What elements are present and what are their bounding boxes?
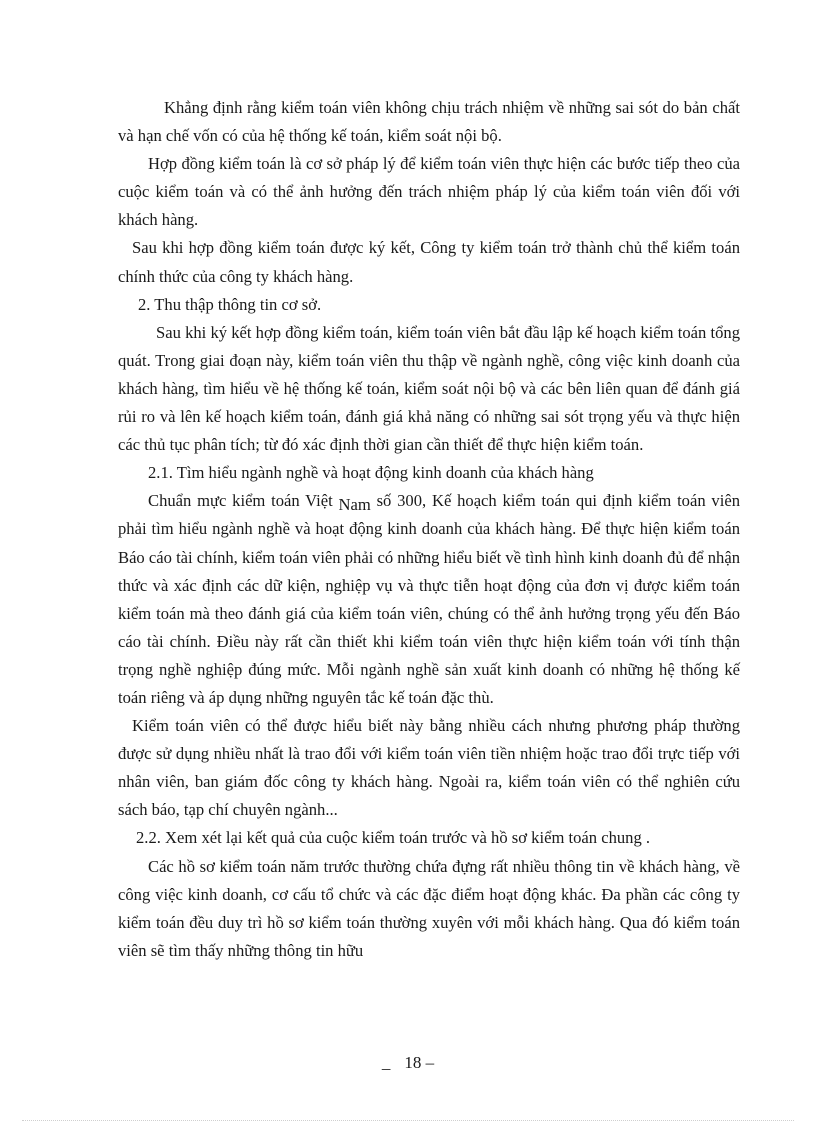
paragraph-planning: Sau khi ký kết hợp đồng kiểm toán, kiểm toán viên bắt đầu lập kế hoạch kiểm toán tổng quát. Trong giai đoạn này, kiểm toán viên thu thập về ngành nghề, công việc kinh doanh của khách hàng, tìm hiểu về hệ thống kế toán, kiểm soát nội bộ và các bên liên quan để đánh giá rủi ro và lên kế hoạch kiểm toán, đánh giá khả năng có những sai sót trọng yếu và thực hiện các thủ tục phân tích; từ đó xác định thời gian cần thiết để thực hiện kiểm toán. xyxy=(118,322,740,455)
page-number: 18 xyxy=(404,1053,422,1072)
footer-dash-left: _ xyxy=(381,1053,391,1072)
heading-section-2-2: 2.2. Xem xét lại kết quả của cuộc kiểm toán trước và hồ sơ kiểm toán chung . xyxy=(136,828,651,848)
heading-section-2-1: 2.1. Tìm hiểu ngành nghề và hoạt động kinh doanh của khách hàng xyxy=(148,463,594,483)
footer-dash-right: – xyxy=(425,1053,435,1072)
paragraph-auditor-responsibility: Khẳng định rằng kiểm toán viên không chịu trách nhiệm về những sai sót do bản chất và hạn chế vốn có của hệ thống kế toán, kiểm soát nội bộ. xyxy=(118,98,740,146)
paragraph-understanding-methods: Kiểm toán viên có thể được hiểu biết này bằng nhiều cách nhưng phương pháp thường được sử dụng nhiều nhất là trao đổi với kiểm toán viên tiền nhiệm hoặc trao đổi trực tiếp với nhân viên, ban giám đốc công ty khách hàng. Ngoài ra, kiểm toán viên có thể nghiên cứu sách báo, tạp chí chuyên ngành... xyxy=(118,716,740,820)
paragraph-contract-signed: Sau khi hợp đồng kiểm toán được ký kết, Công ty kiểm toán trở thành chủ thể kiểm toán chính thức của công ty khách hàng. xyxy=(118,238,740,286)
standard-300-lead: Chuẩn mực kiểm toán Việt xyxy=(148,491,339,511)
page-footer xyxy=(0,1053,816,1073)
paragraph-prior-year-files: Các hồ sơ kiểm toán năm trước thường chứa đựng rất nhiều thông tin về khách hàng, về công việc kinh doanh, cơ cấu tổ chức và các đặc điểm hoạt động khác. Đa phần các công ty kiểm toán đều duy trì hồ sơ kiểm toán thường xuyên với mỗi khách hàng. Qua đó kiểm toán viên sẽ tìm thấy những thông tin hữu xyxy=(118,856,740,960)
paragraph-standard-300 xyxy=(118,487,740,712)
bottom-dotted-border xyxy=(22,1120,794,1121)
word-nam: Nam xyxy=(338,495,371,515)
paragraph-audit-contract: Hợp đồng kiểm toán là cơ sở pháp lý để kiểm toán viên thực hiện các bước tiếp theo của cuộc kiểm toán và có thể ảnh hưởng đến trách nhiệm pháp lý của kiểm toán viên đối với khách hàng. xyxy=(118,154,740,230)
document-body xyxy=(118,94,740,965)
heading-section-2: 2. Thu thập thông tin cơ sở. xyxy=(138,294,322,314)
standard-300-body: số 300, Kế hoạch kiểm toán qui định kiểm toán viên phải tìm hiểu ngành nghề và hoạt động kinh doanh của khách hàng. Để thực hiện kiểm toán Báo cáo tài chính, kiểm toán viên phải có những hiểu biết về tình hình kinh doanh đủ để nhận thức và xác định các dữ kiện, nghiệp vụ và thực tiễn hoạt động của đơn vị được kiểm toán kiểm toán mà theo đánh giá của kiểm toán viên, chúng có thể ảnh hưởng trọng yếu đến Báo cáo tài chính. Điều này rất cần thiết khi kiểm toán viên thực hiện kiểm toán với tính thận trọng nghề nghiệp đúng mức. Mỗi ngành nghề sản xuất kinh doanh có những hệ thống kế toán riêng và áp dụng những nguyên tắc kế toán đặc thù. xyxy=(118,491,740,707)
